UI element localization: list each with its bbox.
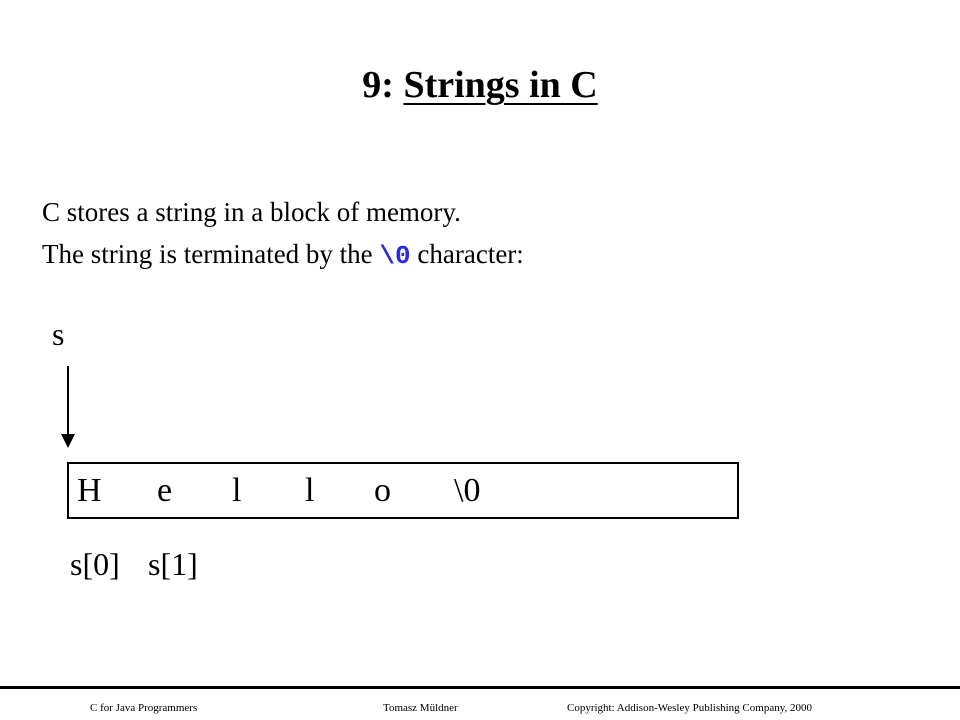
body-line-2 — [42, 238, 524, 272]
memory-cell: o — [374, 472, 391, 509]
title-number: 9: — [362, 64, 404, 106]
body-line-1: C stores a string in a block of memory. — [42, 197, 461, 227]
slide-title — [0, 62, 960, 108]
footer-author: Tomasz Müldner — [383, 702, 458, 714]
body-line-2-after: character: — [410, 239, 524, 269]
index-label-1: s[1] — [148, 546, 198, 582]
index-label-0: s[0] — [70, 546, 120, 582]
footer-divider — [0, 686, 960, 689]
footer-course: C for Java Programmers — [90, 702, 198, 714]
memory-cell: l — [232, 472, 242, 509]
variable-label: s — [52, 316, 65, 352]
memory-cell: l — [305, 472, 315, 509]
memory-cell: H — [77, 472, 102, 509]
footer-copyright: Copyright: Addison-Wesley Publishing Company, 2000 — [567, 702, 812, 714]
pointer-arrow — [58, 366, 78, 448]
title-text: Strings in C — [403, 64, 598, 106]
memory-cell-terminator: \0 — [454, 472, 481, 509]
null-char-code: \0 — [379, 241, 411, 271]
body-line-2-before: The string is terminated by the — [42, 239, 380, 269]
memory-cell: e — [157, 472, 173, 509]
memory-block — [67, 462, 739, 519]
